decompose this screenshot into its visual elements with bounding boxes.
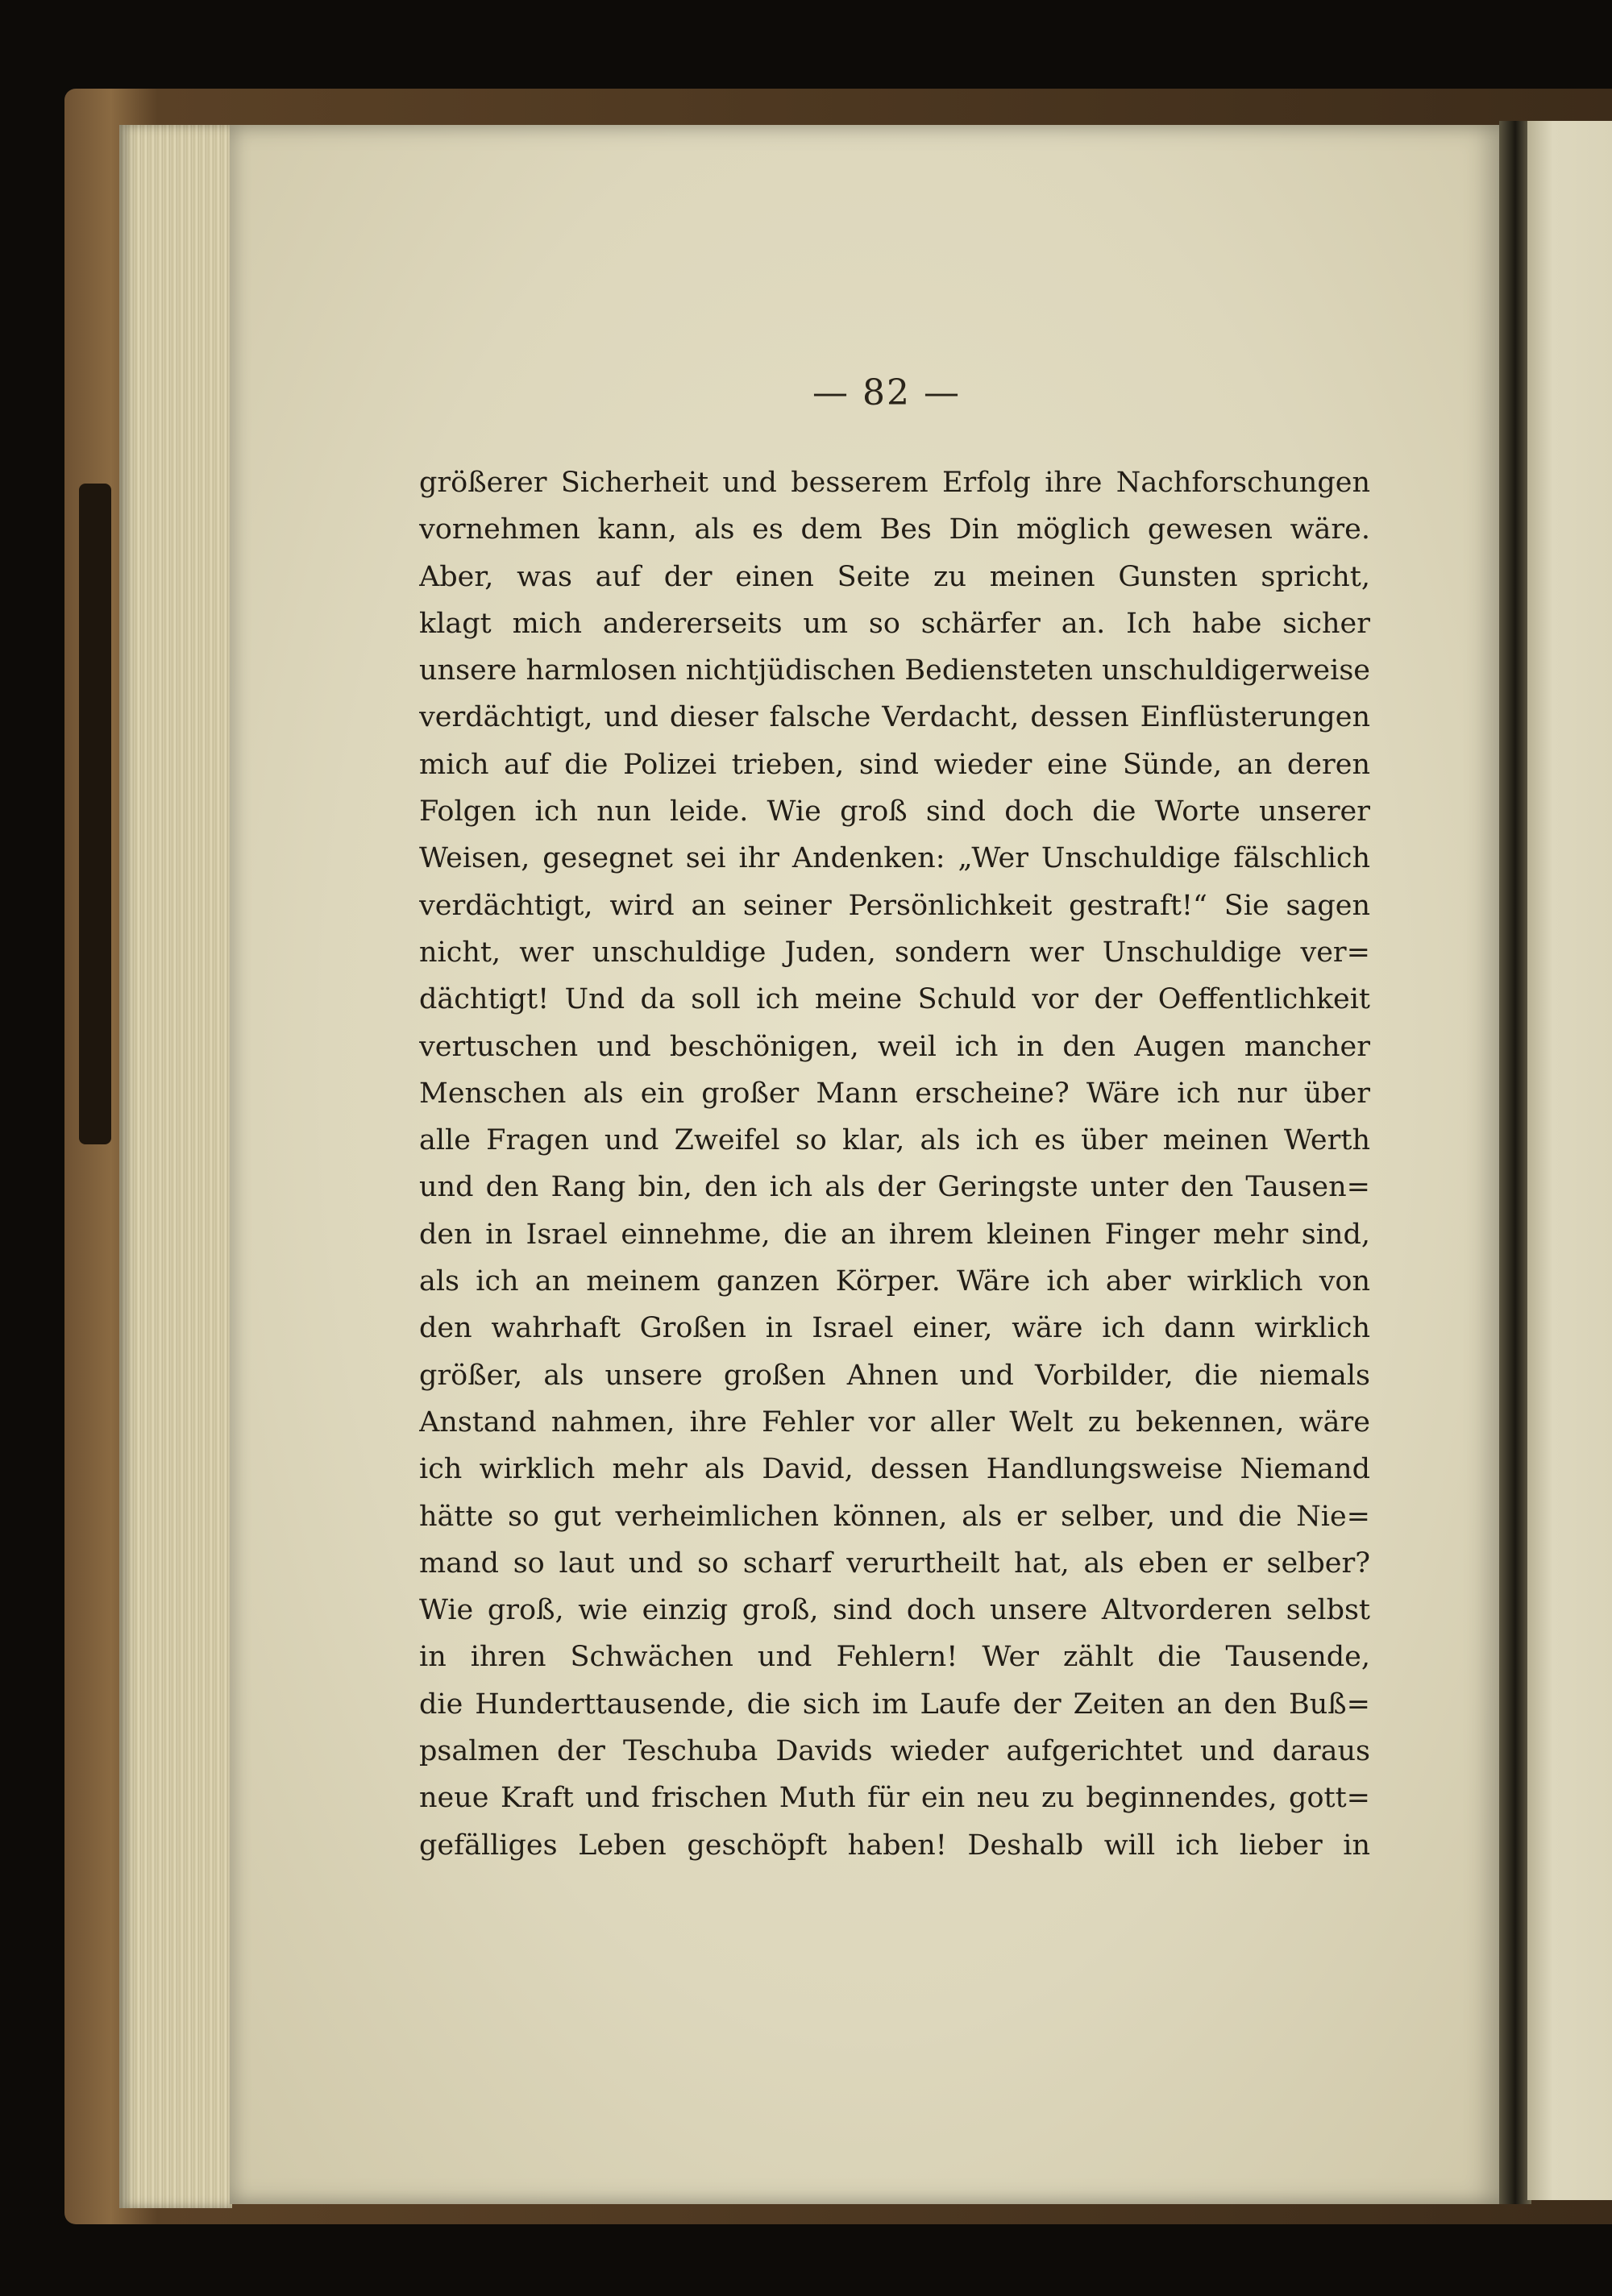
text-line: ich wirklich mehr als David, dessen Handlungsweise Niemand <box>419 1453 1370 1486</box>
text-line: neue Kraft und frischen Muth für ein neu zu beginnendes, gott= <box>419 1782 1370 1815</box>
text-line: verdächtigt, und dieser falsche Verdacht, dessen Einflüsterungen <box>419 701 1370 734</box>
text-line: psalmen der Teschuba Davids wieder aufgerichtet und daraus <box>419 1735 1370 1768</box>
text-line: größer, als unsere großen Ahnen und Vorbilder, die niemals <box>419 1359 1370 1392</box>
text-line: in ihren Schwächen und Fehlern! Wer zählt die Tausende, <box>419 1641 1370 1674</box>
text-line: verdächtigt, wird an seiner Persönlichkeit gestraft!“ Sie sagen <box>419 889 1370 922</box>
text-line: mich auf die Polizei trieben, sind wieder eine Sünde, an deren <box>419 748 1370 781</box>
text-line: die Hunderttausende, die sich im Laufe der Zeiten an den Buß= <box>419 1688 1370 1721</box>
right-page-edge <box>1527 121 1612 2200</box>
page-number: — 82 — <box>812 372 961 413</box>
body-text <box>419 459 1370 1869</box>
text-line: vertuschen und beschönigen, weil ich in den Augen mancher <box>419 1030 1370 1063</box>
text-line: den in Israel einnehme, die an ihrem kleinen Finger mehr sind, <box>419 1218 1370 1251</box>
text-line: und den Rang bin, den ich als der Geringste unter den Tausen= <box>419 1171 1370 1204</box>
text-line: Folgen ich nun leide. Wie groß sind doch die Worte unserer <box>419 795 1370 828</box>
text-line: unsere harmlosen nichtjüdischen Bediensteten unschuldigerweise <box>419 654 1370 687</box>
text-line: gefälliges Leben geschöpft haben! Deshalb will ich lieber in <box>419 1829 1370 1862</box>
text-line: Menschen als ein großer Mann erscheine? Wäre ich nur über <box>419 1077 1370 1110</box>
text-line: dächtigt! Und da soll ich meine Schuld vor der Oeffentlichkeit <box>419 983 1370 1016</box>
text-line: mand so laut und so scharf verurtheilt hat, als eben er selber? <box>419 1547 1370 1580</box>
text-line: klagt mich andererseits um so schärfer an. Ich habe sicher <box>419 607 1370 640</box>
text-line: Weisen, gesegnet sei ihr Andenken: „Wer Unschuldige fälschlich <box>419 842 1370 875</box>
text-line: Aber, was auf der einen Seite zu meinen Gunsten spricht, <box>419 560 1370 593</box>
text-line: als ich an meinem ganzen Körper. Wäre ich aber wirklich von <box>419 1265 1370 1298</box>
text-line: hätte so gut verheimlichen können, als er selber, und die Nie= <box>419 1500 1370 1533</box>
page-edges <box>119 125 232 2208</box>
text-line: alle Fragen und Zweifel so klar, als ich es über meinen Werth <box>419 1124 1370 1157</box>
text-line: vornehmen kann, als es dem Bes Din möglich gewesen wäre. <box>419 513 1370 546</box>
text-line: den wahrhaft Großen in Israel einer, wäre ich dann wirklich <box>419 1312 1370 1345</box>
text-line: größerer Sicherheit und besserem Erfolg ihre Nachforschungen <box>419 467 1370 499</box>
text-line: Anstand nahmen, ihre Fehler vor aller Welt zu bekennen, wäre <box>419 1405 1370 1439</box>
text-line: Wie groß, wie einzig groß, sind doch unsere Altvorderen selbst <box>419 1594 1370 1627</box>
book-gutter <box>1499 121 1531 2204</box>
cover-edge <box>79 484 111 1144</box>
text-line: nicht, wer unschuldige Juden, sondern wer Unschuldige ver= <box>419 936 1370 969</box>
